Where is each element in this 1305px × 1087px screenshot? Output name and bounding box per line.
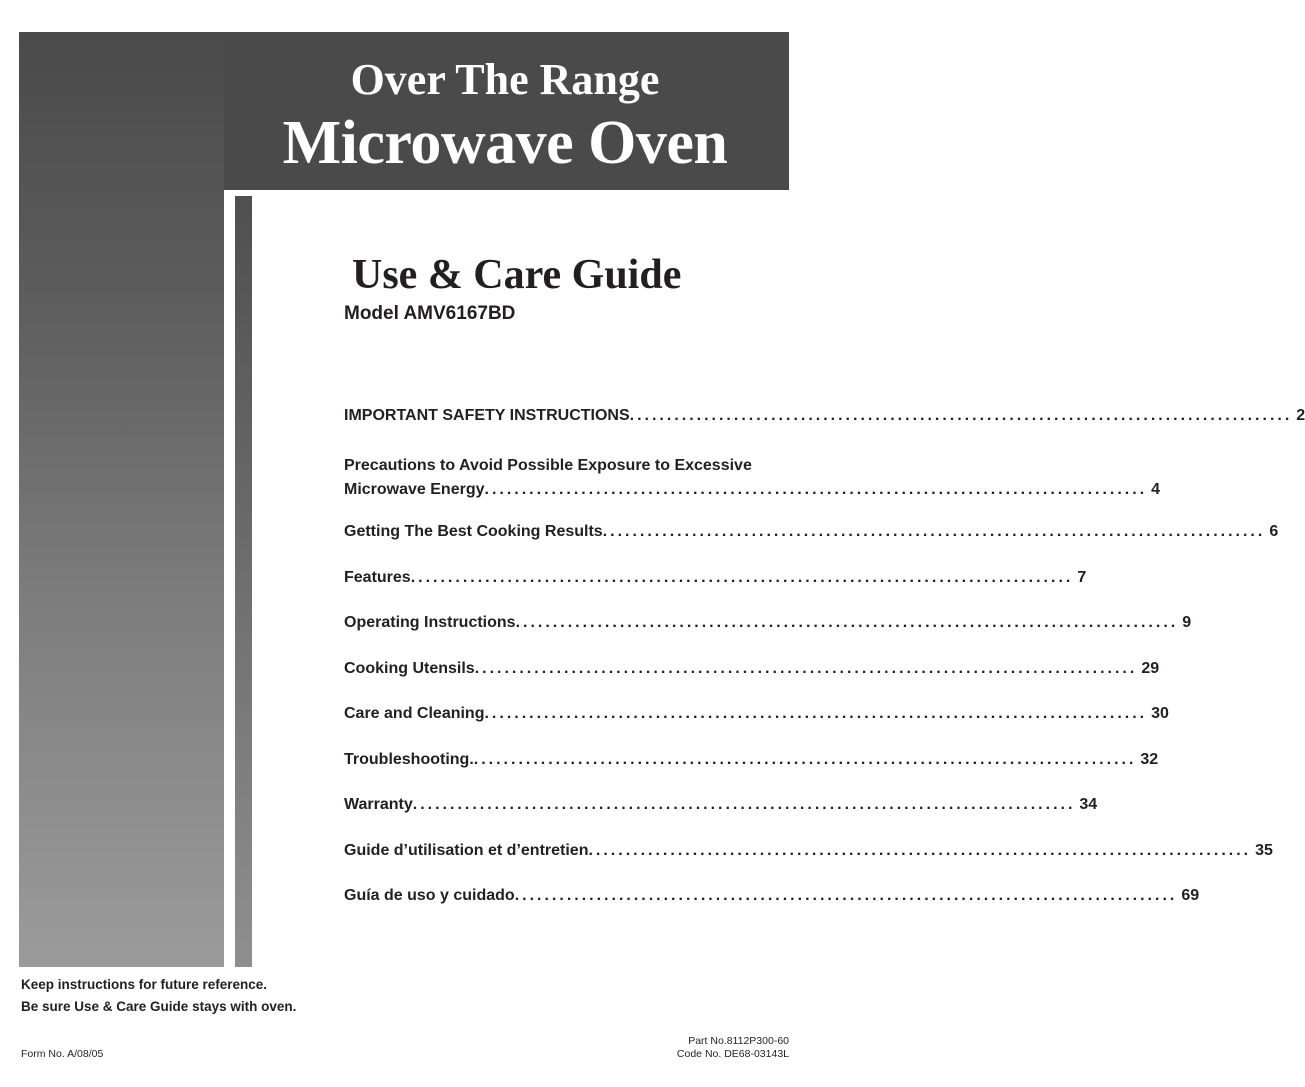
toc-page: 35 — [1255, 842, 1273, 859]
toc-label: Troubleshooting. — [344, 751, 474, 768]
form-number: Form No. A/08/05 — [21, 1048, 104, 1060]
toc-label: Features — [344, 569, 411, 586]
toc-page: 34 — [1079, 796, 1098, 813]
part-number: Part No.8112P300-60 — [688, 1035, 789, 1047]
toc-item-safety — [344, 404, 1305, 428]
toc-item-features — [344, 566, 1087, 590]
toc-label: Guía de uso y cuidado — [344, 887, 515, 904]
toc-page: 30 — [1151, 705, 1169, 722]
toc-label: Microwave Energy — [344, 481, 485, 498]
toc-page: 32 — [1140, 751, 1159, 768]
toc-page: 6 — [1269, 523, 1279, 540]
toc-label: Operating Instructions — [344, 614, 516, 631]
toc-page: 29 — [1141, 660, 1160, 677]
keep-line-2: Be sure Use & Care Guide stays with oven. — [21, 999, 297, 1014]
keep-instructions-note — [21, 974, 296, 1018]
toc-label: Getting The Best Cooking Results — [344, 523, 603, 540]
toc-leader: ......................................................................................... — [484, 705, 1148, 722]
toc-leader: ......................................................................................... — [629, 407, 1293, 424]
toc-item-operating — [344, 611, 1192, 635]
toc-label: Care and Cleaning — [344, 705, 485, 722]
toc-page: 9 — [1182, 614, 1192, 631]
title-line-2: Microwave Oven — [282, 109, 728, 177]
toc-item-utensils — [344, 657, 1160, 681]
model-number: Model AMV6167BD — [344, 303, 516, 324]
code-number: Code No. DE68-03143L — [676, 1048, 789, 1060]
toc-page: 4 — [1151, 481, 1161, 498]
toc-page: 2 — [1296, 407, 1305, 424]
toc-label: Warranty — [344, 796, 413, 813]
toc-item-precautions — [344, 454, 1161, 502]
toc-item-cooking-results — [344, 520, 1279, 544]
toc-item-french-guide — [344, 839, 1273, 863]
toc-label: Cooking Utensils — [344, 660, 475, 677]
keep-line-1: Keep instructions for future reference. — [21, 977, 268, 992]
toc-leader: ......................................................................................... — [514, 887, 1178, 904]
part-codes — [677, 1035, 789, 1061]
toc-leader: ......................................................................................... — [474, 660, 1138, 677]
toc-leader: ......................................................................................... — [602, 523, 1266, 540]
toc-leader: ......................................................................................... — [410, 569, 1074, 586]
left-gray-panel — [19, 32, 224, 967]
toc-item-care — [344, 702, 1169, 726]
toc-label: Guide d’utilisation et d’entretien — [344, 842, 589, 859]
toc-item-spanish-guide — [344, 884, 1200, 908]
title-line-1: Over The Range — [350, 55, 660, 104]
vertical-stripe — [235, 196, 252, 967]
toc-page: 7 — [1077, 569, 1087, 586]
toc-leader: ......................................................................................... — [473, 751, 1137, 768]
toc-label-line1: Precautions to Avoid Possible Exposure to Excessive — [344, 457, 752, 474]
toc-leader: ......................................................................................... — [412, 796, 1076, 813]
toc-leader: ......................................................................................... — [515, 614, 1179, 631]
toc-item-warranty — [344, 793, 1098, 817]
toc-leader: ......................................................................................... — [588, 842, 1252, 859]
toc-label: IMPORTANT SAFETY INSTRUCTIONS — [344, 407, 630, 424]
toc-item-troubleshooting — [344, 748, 1159, 772]
toc-page: 69 — [1181, 887, 1200, 904]
toc-leader: ......................................................................................... — [484, 481, 1148, 498]
guide-title: Use & Care Guide — [352, 252, 682, 298]
